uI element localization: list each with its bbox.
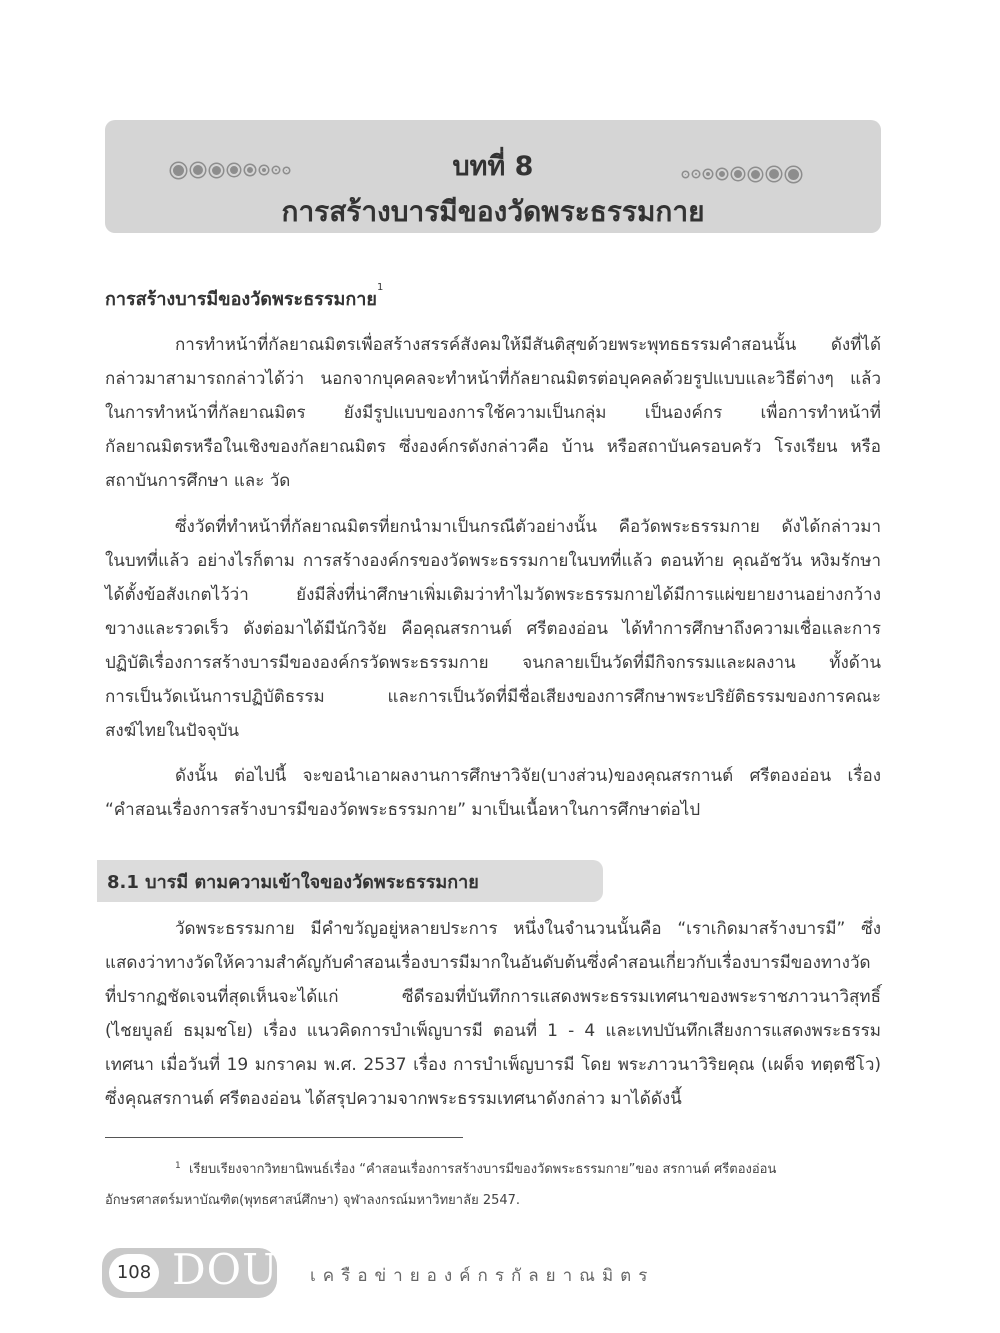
decorative-dot <box>683 172 688 177</box>
footer-page-pill <box>102 1245 279 1298</box>
paragraph-line: ได้ตั้งข้อสังเกตไว้ว่า ยังมีสิ่งที่น่าศึกษาเพิ่มเติมว่าทำไมวัดพระธรรมกายได้มีการแผ่ขยายงานอย่างกว้าง <box>105 585 881 605</box>
paragraph-1 <box>105 328 881 498</box>
footnote-reference: 1 <box>376 282 384 293</box>
paragraph-line: การทำหน้าที่กัลยาณมิตรเพื่อสร้างสรรค์สังคมให้มีสันติสุขด้วยพระพุทธธรรมคำสอนนั้น ดังที่ได้ <box>175 335 881 355</box>
paragraph-line: ดังนั้น ต่อไปนี้ จะขอนำเอาผลงานการศึกษาวิจัย(บางส่วน)ของคุณสรกานต์ ศรีตองอ่อน เรื่อง <box>175 766 881 786</box>
decorative-dot <box>693 171 699 177</box>
decorative-dot <box>732 168 744 180</box>
decorative-dot <box>767 167 781 181</box>
paragraph-line: ที่ปรากฏชัดเจนที่สุดเห็นจะได้แก่ ซีดีรอมที่บันทึกการแสดงพระธรรมเทศนาของพระราชภาวนาวิสุทธิ์ <box>105 987 881 1007</box>
paragraph-line: วัดพระธรรมกาย มีคำขวัญอยู่หลายประการ หนึ่งในจำนวนนั้นคือ “เราเกิดมาสร้างบารมี” ซึ่ง <box>175 919 881 939</box>
paragraph-line: การเป็นวัดเน้นการปฏิบัติธรรม และการเป็นวัดที่มีชื่อเสียงของการศึกษาพระปริยัติธรรมของการคณะ <box>105 687 881 707</box>
paragraph-3 <box>105 759 881 827</box>
subsection-heading: 8.1 บารมี ตามความเข้าใจของวัดพระธรรมกาย <box>107 872 479 893</box>
chapter-title: การสร้างบารมีของวัดพระธรรมกาย <box>281 195 705 228</box>
paragraph-line: กล่าวมาสามารถกล่าวได้ว่า นอกจากบุคคลจะทำหน้าที่กัลยาณมิตรต่อบุคคลด้วยรูปแบบและวิธีต่างๆ แล้ว <box>105 369 881 389</box>
paragraph-line: (ไชยบูลย์ ธมฺมชโย) เรื่อง แนวคิดการบำเพ็ญบารมี ตอนที่ 1 - 4 และเทปบันทึกเสียงการแสดงพระธรรม <box>105 1021 881 1041</box>
section-heading-text: การสร้างบารมีของวัดพระธรรมกาย <box>105 289 377 310</box>
paragraph-line: ในบทที่แล้ว อย่างไรก็ตาม การสร้างองค์กรของวัดพระธรรมกายในบทที่แล้ว ตอนท้าย คุณอัชวัน หงิมรักษา <box>105 551 881 571</box>
paragraph-line: “คำสอนเรื่องการสร้างบารมีของวัดพระธรรมกาย” มาเป็นเนื้อหาในการศึกษาต่อไป <box>105 800 701 820</box>
footnote-divider <box>105 1137 463 1138</box>
paragraph-line: กัลยาณมิตรหรือในเชิงของกัลยาณมิตร ซึ่งองค์กรดังกล่าวคือ บ้าน หรือสถาบันครอบครัว โรงเรียน หรือ <box>105 437 881 457</box>
footer-network-text: เครือข่ายองค์กรกัลยาณมิตร <box>310 1266 655 1286</box>
paragraph-line: สงฆ์ไทยในปัจจุบัน <box>105 721 240 741</box>
paragraph-line: แสดงว่าทางวัดให้ความสำคัญกับคำสอนเรื่องบารมีมากในอันดับต้นซึ่งคำสอนเกี่ยวกับเรื่องบารมีของทางวัด <box>105 953 871 973</box>
paragraph-line: สถาบันการศึกษา และ วัด <box>105 471 291 491</box>
footnote-text-2: อักษรศาสตร์มหาบัณฑิต(พุทธศาสน์ศึกษา) จุฬาลงกรณ์มหาวิทยาลัย 2547. <box>105 1193 521 1208</box>
footnote <box>105 1154 881 1216</box>
subsection-paragraph <box>105 912 881 1116</box>
decorative-dot <box>786 167 801 182</box>
paragraph-line: ปฏิบัติเรื่องการสร้างบารมีขององค์กรวัดพระธรรมกาย จนกลายเป็นวัดที่มีกิจกรรมและผลงาน ทั้งด้าน <box>105 653 881 673</box>
paragraph-line: เทศนา เมื่อวันที่ 19 มกราคม พ.ศ. 2537 เรื่อง การบำเพ็ญบารมี โดย พระภาวนาวิริยคุณ (เผด็จ ทตฺตชีโว) <box>105 1055 881 1075</box>
paragraph-line: ซึ่งคุณสรกานต์ ศรีตองอ่อน ได้สรุปความจากพระธรรมเทศนาดังกล่าว มาได้ดังนี้ <box>105 1089 682 1109</box>
decorative-dot <box>717 169 727 179</box>
chapter-number: บทที่ 8 <box>452 151 534 182</box>
decorative-dot <box>749 168 762 181</box>
footnote-text-1: เรียบเรียงจากวิทยานิพนธ์เรื่อง “คำสอนเรื่องการสร้างบารมีของวัดพระธรรมกาย”ของ สรกานต์ ศรีตองอ่อน <box>189 1162 777 1177</box>
paragraph-line: ขวางและรวดเร็ว ดังต่อมาได้มีนักวิจัย คือคุณสรกานต์ ศรีตองอ่อน ได้ทำการศึกษาถึงความเชื่อและการ <box>105 619 881 639</box>
decorative-dot <box>704 170 712 178</box>
paragraph-line: ในการทำหน้าที่กัลยาณมิตร ยังมีรูปแบบของการใช้ความเป็นกลุ่ม เป็นองค์กร เพื่อการทำหน้าที่ <box>105 403 881 423</box>
paragraph-line: ซึ่งวัดที่ทำหน้าที่กัลยาณมิตรที่ยกนำมาเป็นกรณีตัวอย่างนั้น คือวัดพระธรรมกาย ดังได้กล่าวมา <box>175 517 881 537</box>
dou-logo: DOU <box>172 1245 279 1294</box>
footnote-number: 1 <box>175 1161 181 1171</box>
section-heading <box>105 284 383 313</box>
decorative-dots-right-icon <box>683 164 801 184</box>
footnote-line-1 <box>105 1154 881 1185</box>
chapter-banner <box>105 120 881 233</box>
page-number: 108 <box>109 1254 159 1292</box>
paragraph-2 <box>105 510 881 748</box>
